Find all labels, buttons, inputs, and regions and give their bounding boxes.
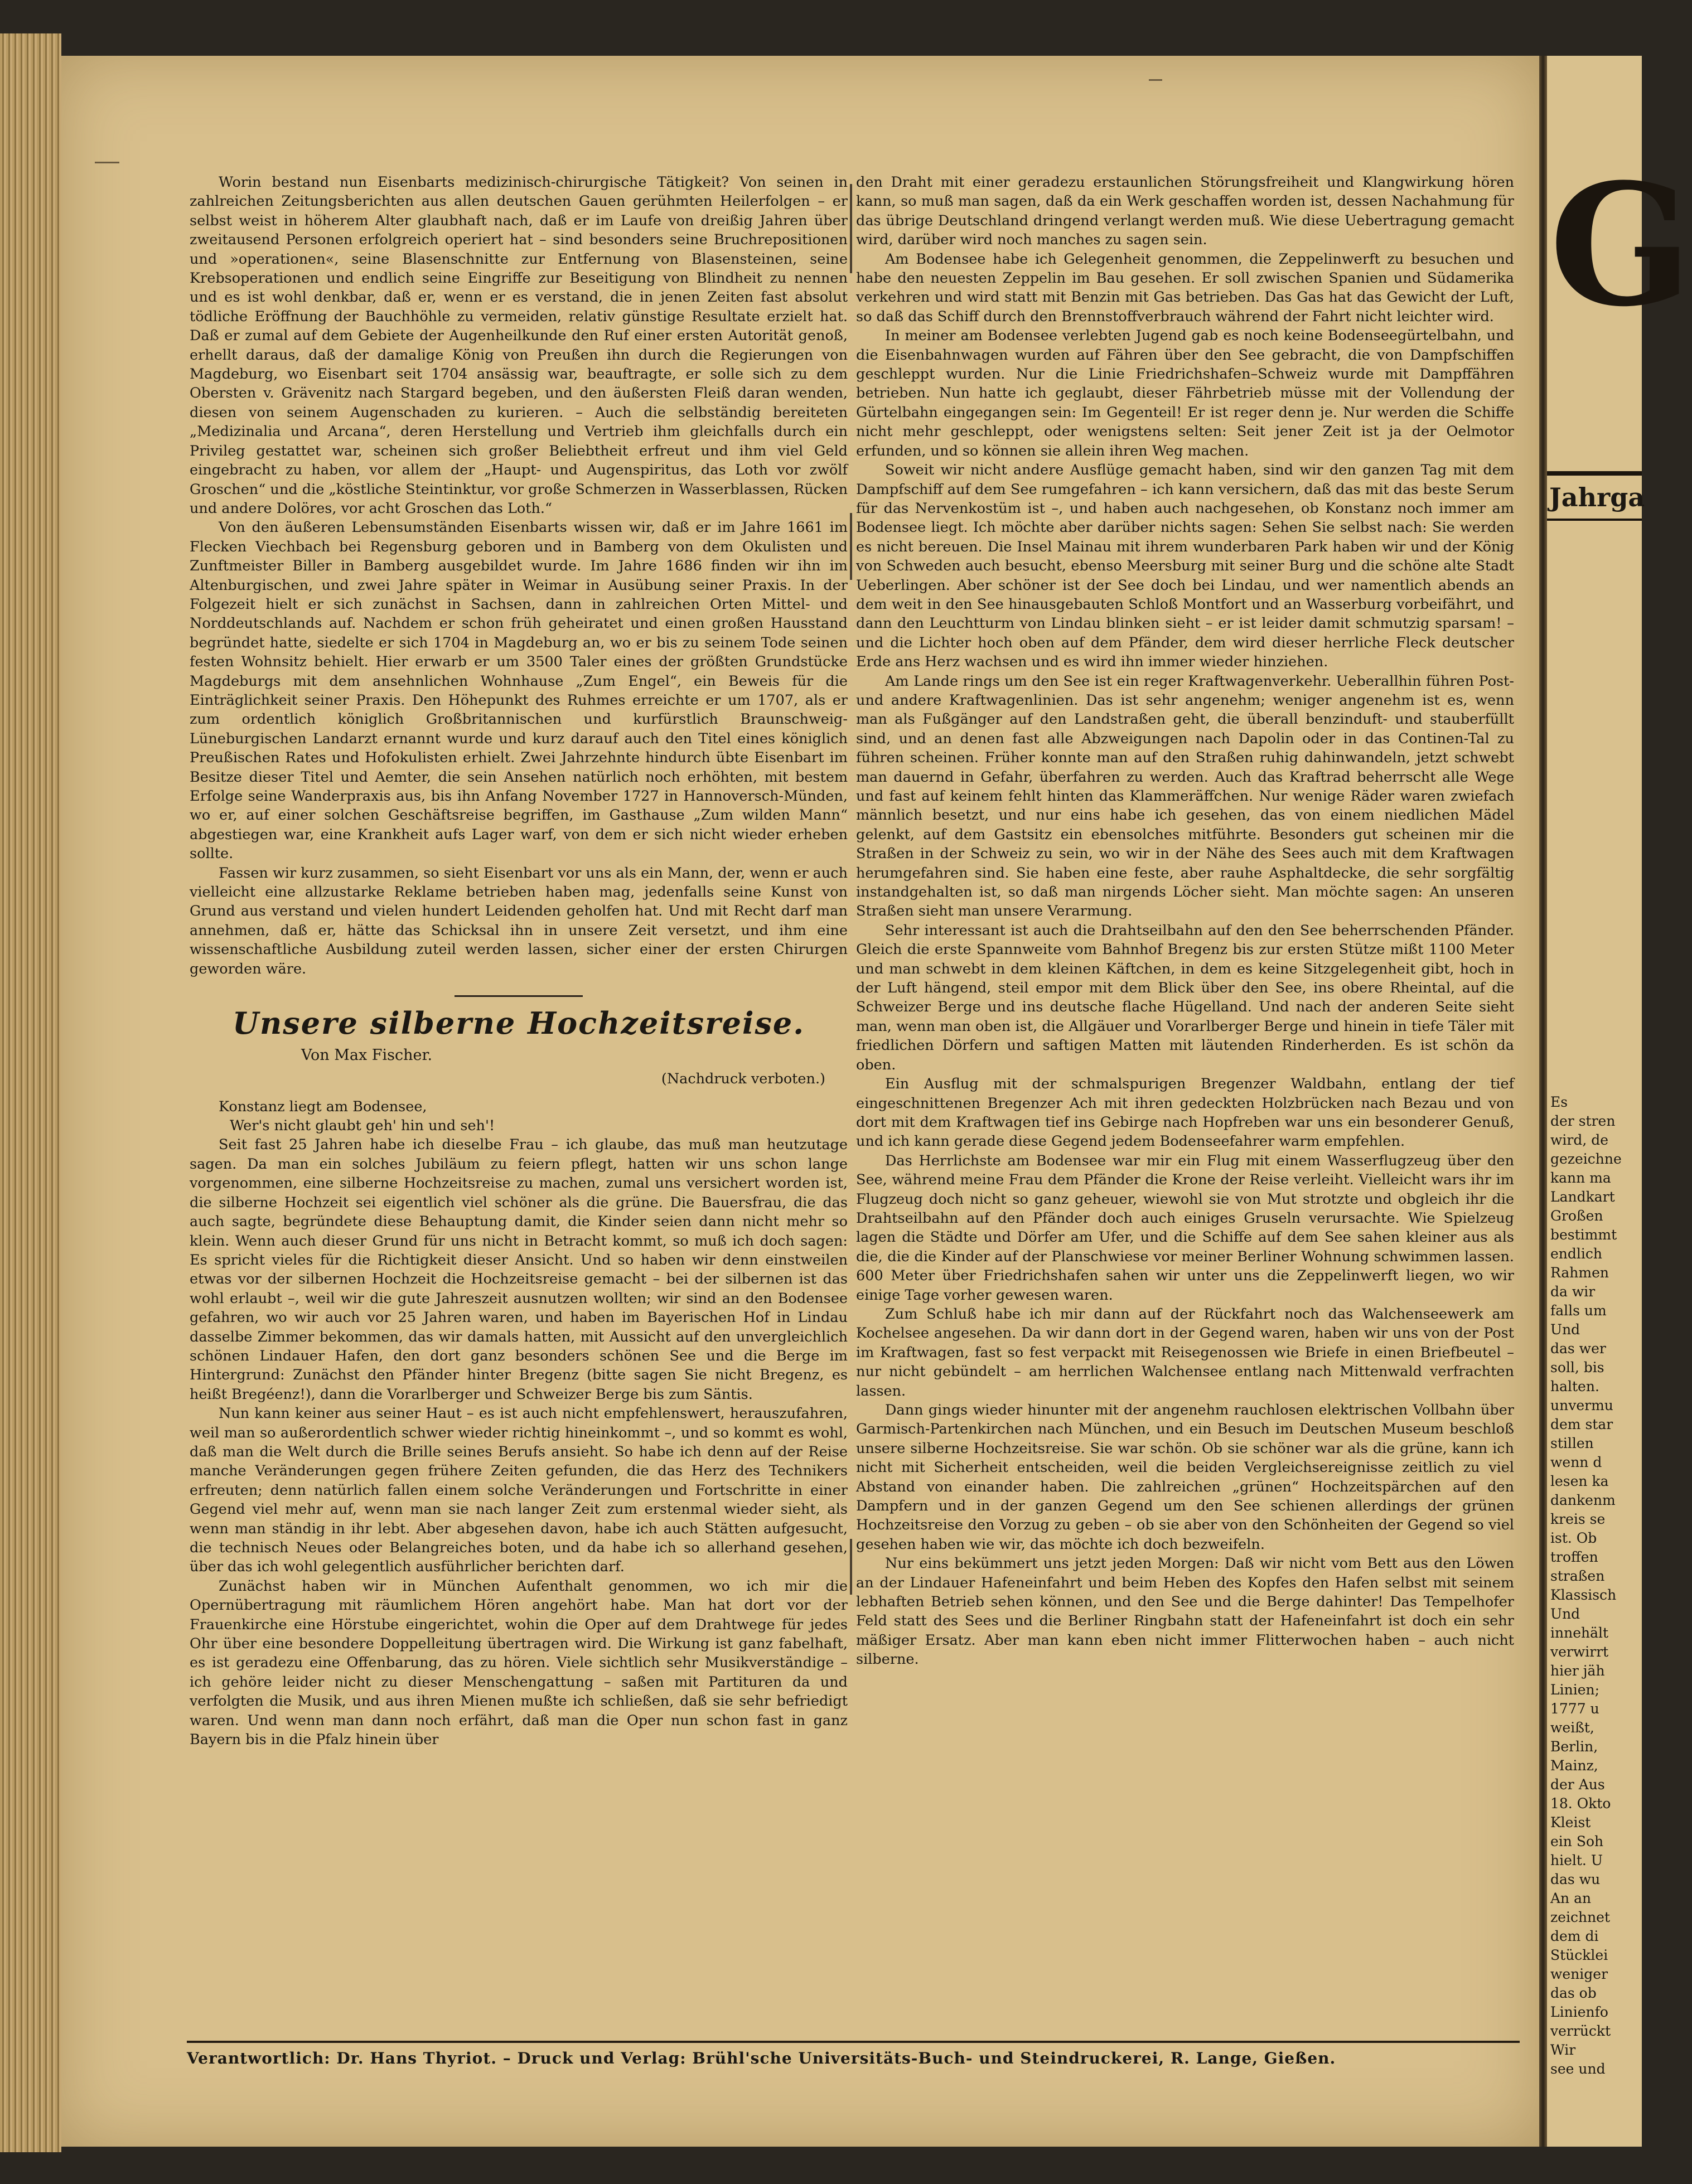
line-fragment: weniger [1550,1966,1608,1982]
article2-paragraph: Seit fast 25 Jahren habe ich dieselbe Frau – ich glaube, das muß man heutzutage sagen. Da man ein solches Jubiläum zu feiern pflegt, hatten wir uns schon lange vorgenommen, eine silberne Hochzeitsreise zu machen, zumal uns versichert worden ist, die silberne Hochzeit sei eigentlich viel schöner als die grüne. Die Bauersfrau, die das auch sagte, begründete diese Behauptung damit, die Kinder seien dann nicht mehr so klein. Wenn auch dieser Grund für uns nicht in Betracht kommt, so muß ich doch sagen: Es spricht vieles für die Richtigkeit dieser Ansicht. Und so haben wir denn einstweilen etwas vor der silbernen Hochzeit die Hochzeitsreise gemacht – bei der silbernen ist das wohl erlaubt –, weil wir die gute Jahreszeit ausnutzen wollten; wir sind an den Bodensee gefahren, wo wir auch vor 25 Jahren waren, und haben im Bayerischen Hof in Lindau dasselbe Zimmer bekommen, das wir damals hatten, mit Aussicht auf den unvergleichlich schönen Lindauer Hafen, den dort ganz besonders schönen See und die Berge im Hintergrund: Zunächst den Pfänder hinter Bregenz (bitte sagen Sie nicht Bregenz, es heißt Bregéenz!), dann die Vorarlberger und Schweizer Berge bis zum Säntis. [190,1136,848,1403]
article2-paragraph: Dann gings wieder hinunter mit der angenehm rauchlosen elektrischen Vollbahn über Garmisch-Partenkirchen nach München, und ein Besuch im Deutschen Museum beschloß unsere silberne Hochzeitsreise. Sie war schön. Ob sie schöner war als die grüne, kann ich nicht mit Sicherheit entscheiden, weil die beiden Vergleichsereignisse zeitlich zu viel Abstand von einander haben. Die zahlreichen „grünen“ Hochzeitspärchen auf den Dampfern und in der ganzen Gegend um den See schienen allerdings der grünen Hochzeitsreise den Vorzug zu geben – ob sie aber von den Schönheiten der Gegend so viel gesehen haben wie wir, das möchte ich doch bezweifeln. [856,1402,1514,1553]
line-fragment: soll, bis [1550,1359,1604,1376]
line-fragment: 1777 u [1550,1701,1599,1717]
line-fragment: An an [1550,1890,1592,1906]
masthead-letter: G [1549,147,1692,343]
article2-paragraph: Zum Schluß habe ich mir dann auf der Rückfahrt noch das Walchenseewerk am Kochelsee angesehen. Da wir dann dort in der Gegend waren, haben wir uns von der Post im Kraftwagen, fast so fest verpackt mit Reisegenossen wie Briefe in einen Briefbeutel – nur nicht gebündelt – am herrlichen Walchensee entlang nach Mittenwald verfrachten lassen. [856,1305,1514,1399]
line-fragment: Rahmen [1550,1265,1609,1281]
line-fragment: falls um [1550,1302,1607,1319]
line-fragment: halten. [1550,1378,1599,1394]
line-fragment: dem star [1550,1416,1613,1432]
line-fragment: das wu [1550,1871,1601,1887]
line-fragment: das wer [1550,1340,1606,1357]
line-fragment: Berlin, [1550,1739,1598,1755]
book-gutter [1539,56,1547,2147]
line-fragment: da wir [1550,1284,1596,1300]
line-fragment: ist. Ob [1550,1530,1597,1546]
book-page-edges [0,33,61,2152]
line-fragment: Linien; [1550,1682,1600,1698]
line-fragment: Klassisch [1550,1587,1617,1603]
line-fragment: 18. Okto [1550,1795,1611,1812]
article-byline: Von Max Fischer. [301,1047,433,1064]
adjacent-page-fragment [1547,56,1692,2147]
line-fragment: Es [1550,1094,1568,1110]
line-fragment: Linienfo [1550,2004,1608,2020]
article2-paragraph: Am Lande rings um den See ist ein reger Kraftwagenverkehr. Ueberallhin führen Post- und andere Kraftwagenlinien. Das ist sehr angenehm; weniger angenehm ist es, wenn man als Fußgänger auf den Landstraßen geht, die überall benzinduft- und stauberfüllt sind, und an denen fast alle Abzweigungen nach Dapolin oder in das Continen-Tal zu führen scheinen. Früher konnte man auf den Straßen ruhig dahinwandeln, jetzt schwebt man dauernd in Gefahr, überfahren zu werden. Auch das Kraftrad beherrscht alle Wege und fast auf keinem fehlt hinten das Klammeräffchen. Nur wenige Räder waren zwiefach männlich besetzt, und nur eins habe ich gesehen, das von einem niedlichen Mädel gelenkt, auf dem Gastsitz ein ebensolches mitführte. Besonders gut scheinen mir die Straßen in der Schweiz zu sein, wo wir in der Nähe des Sees auch mit dem Kraftwagen herumgefahren sind. Sie haben eine feste, aber rauhe Asphaltdecke, die sehr sorgfältig instandgehalten ist, so daß man nirgends Löcher sieht. Man möchte sagen: An unseren Straßen sieht man unsere Verarmung. [856,672,1514,920]
line-fragment: kreis se [1550,1511,1606,1527]
line-fragment: das ob [1550,1985,1597,2001]
line-fragment: der Aus [1550,1776,1605,1793]
column-divider [850,513,852,580]
verse-line: Wer's nicht glaubt geh' hin und seh'! [230,1117,495,1135]
reprint-note: (Nachdruck verboten.) [661,1071,825,1088]
line-fragment: Wir [1550,2042,1576,2058]
line-fragment: verwirrt [1550,1644,1609,1660]
line-fragment: lesen ka [1550,1473,1609,1489]
masthead-rule [1547,519,1642,521]
line-fragment: stillen [1550,1435,1594,1451]
line-fragment: ein Soh [1550,1833,1604,1849]
article2-paragraph: Ein Ausflug mit der schmalspurigen Bregenzer Waldbahn, entlang der tief eingeschnittenen Bregenzer Ach mit ihren gedeckten Holzbrücken nach Bezau und von dort mit dem Kraftwagen tief ins Gebirge nach Hopfreben war uns ein besonderer Genuß, und ich kann gerade diese Gegend jedem Bodenseefahrer warm empfehlen. [856,1076,1514,1150]
left-column [190,173,848,1749]
line-fragment: unvermu [1550,1397,1613,1413]
article2-paragraph: Am Bodensee habe ich Gelegenheit genommen, die Zeppelinwerft zu besuchen und habe den neuesten Zeppelin im Bau gesehen. Er soll zwischen Spanien und Südamerika verkehren und wird statt mit Benzin mit Gas betrieben. Das Gas hat das Gewicht der Luft, so daß das Schiff durch den Brennstoffverbrauch während der Fahrt nicht leichter wird. [856,250,1514,325]
margin-mark [95,162,119,163]
article2-paragraph: den Draht mit einer geradezu erstaunlichen Störungsfreiheit und Klangwirkung hören kann, so muß man sagen, daß da ein Werk geschaffen worden ist, dessen Nachahmung für das übrige Deutschland dringend verlangt werden muß. Wie diese Uebertragung gemacht wird, darüber wird noch manches zu sagen sein. [856,174,1514,249]
column-divider [850,184,852,273]
article2-paragraph: Zunächst haben wir in München Aufenthalt genommen, wo ich mir die Opernübertragung mit räumlichem Hören angehört habe. Man hat dort vor der Frauenkirche eine Hörstube eingerichtet, wohin die Oper auf dem Drahtwege für jedes Ohr über eine besondere Doppelleitung übertragen wird. Die Wirkung ist ganz fabelhaft, es ist geradezu eine Offenbarung, das zu hören. Viele sichtlich sehr Musikverständige – ich gehöre leider nicht zu dieser Menschengattung – saßen mit Partituren da und verfolgten die Musik, und aus ihren Mienen mußte ich schließen, daß sie sehr befriedigt waren. Und wenn man dann noch erfährt, daß man die Oper nun schon fast in ganz Bayern bis in die Pfalz hinein über [190,1577,848,1749]
line-fragment: Stücklei [1550,1947,1608,1963]
footer-rule [187,2041,1520,2043]
column-divider [850,1539,852,1595]
line-fragment: innehält [1550,1625,1609,1641]
cut-off-column [1550,1093,1645,2079]
line-fragment: Kleist [1550,1814,1591,1831]
article1-paragraph: Fassen wir kurz zusammen, so sieht Eisenbart vor uns als ein Mann, der, wenn er auch vielleicht eine allzustarke Reklame betrieben haben mag, jedenfalls seine Kunst von Grund aus verstand und vielen hundert Leidenden geholfen hat. Und mit Recht darf man annehmen, daß er, hätte das Schicksal ihn in unsere Zeit versetzt, und ihm eine wissenschaftliche Ausbildung zuteil werden lassen, sicher einer der ersten Chirurgen geworden wäre. [190,864,848,977]
line-fragment: weißt, [1550,1720,1594,1736]
line-fragment: wird, de [1550,1132,1609,1148]
article2-paragraph: Soweit wir nicht andere Ausflüge gemacht haben, sind wir den ganzen Tag mit dem Dampfschiff auf dem See rumgefahren – ich kann versichern, daß das mit das beste Serum für das Nervenkostüm ist –, und haben auch nachgesehen, ob Konstanz noch immer am Bodensee liegt. Ich möchte aber darüber nichts sagen: Sehen Sie selbst nach: Sie werden es nicht bereuen. Die Insel Mainau mit ihrem wunderbaren Park haben wir und der König von Schweden auch besucht, ebenso Meersburg mit seiner Burg und die schöne alte Stadt Ueberlingen. Aber schöner ist der See doch bei Lindau, und wer namentlich abends an dem weit in den See hinausgebauten Schloß Montfort und an Wasserburg vorbeifährt, und dann den Leuchtturm von Lindau blinken sieht – er ist leider damit schmutzig sparsam! – und die Lichter hoch oben auf dem Pfänder, dem wird dieser herrliche Fleck deutscher Erde ans Herz wachsen und es wird ihn immer wieder hinziehen. [856,462,1514,671]
right-column [856,173,1514,1669]
line-fragment: hielt. U [1550,1852,1603,1868]
line-fragment: dem di [1550,1928,1599,1944]
line-fragment: Landkart [1550,1189,1615,1205]
line-fragment: hier jäh [1550,1663,1605,1679]
line-fragment: bestimmt [1550,1227,1617,1243]
verse-line: Konstanz liegt am Bodensee, [219,1098,427,1116]
epigraph-verse [190,1097,848,1135]
margin-mark [1149,79,1162,81]
article2-paragraph: Nur eins bekümmert uns jetzt jeden Morgen: Daß wir nicht vom Bett aus den Löwen an der Lindauer Hafeneinfahrt und beim Heben des Kopfes den Hafen selbst mit seinem lebhaften Betrieb sehen können, und den See und die Berge dahinter! Das Tempelhofer Feld statt des Sees und die Berliner Ringbahn statt der Hafeneinfahrt ist doch ein sehr mäßiger Ersatz. Aber man kann eben nicht immer Flitterwochen haben – auch nicht silberne. [856,1555,1514,1668]
article-separator-rule [455,995,583,997]
article2-paragraph: Nun kann keiner aus seiner Haut – es ist auch nicht empfehlenswert, herauszufahren, weil man so außerordentlich schwer wieder richtig hineinkommt –, und so kommt es wohl, daß man die Welt durch die Brille seines Berufs ansieht. So habe ich denn auf der Reise manche Veränderungen gegen frühere Zeiten gefunden, die das Herz des Technikers erfreuten; denn natürlich fallen einem solche Veränderungen und Fortschritte in einer Gegend viel mehr auf, wenn man sie nach langer Zeit zum erstenmal wieder sieht, als wenn man ständig in ihr lebt. Aber abgesehen davon, habe ich auch Stätten aufgesucht, die technisch Neues oder Belangreiches boten, und da habe ich so allerhand gesehen, über das ich wohl gelegentlich ausführlicher berichten darf. [190,1405,848,1576]
masthead-rule [1547,471,1642,476]
issue-heading-fragment: Jahrga [1549,482,1645,512]
imprint-footer: Verantwortlich: Dr. Hans Thyriot. – Druck und Verlag: Brühl'sche Universitäts-Buch- und Steindruckerei, R. Lange, Gießen. [187,2049,1336,2067]
article2-paragraph: Das Herrlichste am Bodensee war mir ein Flug mit einem Wasserflugzeug über den See, während meine Frau dem Pfänder die Krone der Reise verleiht. Vielleicht wars ihr im Flugzeug doch nicht so ganz geheuer, wiewohl sie von Mut strotzte und obgleich ihr die Drahtseilbahn auf den Pfänder doch auch einiges Gruseln verursachte. Wie Spielzeug lagen die Städte und Dörfer am Ufer, und die Schiffe auf dem See sahen kleiner aus als die, die die Kinder auf der Planschwiese vor meiner Berliner Wohnung schwimmen lassen. 600 Meter über Friedrichshafen sahen wir unter uns die Zeppelinwerft liegen, wo wir einige Tage vorher gewesen waren. [856,1152,1514,1304]
line-fragment: see und [1550,2061,1606,2077]
line-fragment: Großen [1550,1208,1603,1224]
line-fragment: straßen [1550,1568,1605,1584]
line-fragment: verrückt [1550,2023,1611,2039]
line-fragment: endlich [1550,1246,1602,1262]
line-fragment: Und [1550,1321,1580,1338]
article2-paragraph: In meiner am Bodensee verlebten Jugend gab es noch keine Bodenseegürtelbahn, und die Eisenbahnwagen wurden auf Fähren über den See gebracht, die von Dampfschiffen geschleppt wurden. Nur die Linie Friedrichshafen–Schweiz wurde mit Dampffähren betrieben. Nun hatte ich geglaubt, dieser Fährbetrieb müsse mit der Vollendung der Gürtelbahn eingegangen sein: Im Gegenteil! Er ist reger denn je. Nur werden die Schiffe nicht mehr geschleppt, oder wenigstens selten: Seit jener Zeit ist ja der Oelmotor erfunden, und so können sie allein ihren Weg machen. [856,327,1514,459]
article-title: Unsere silberne Hochzeitsreise. [232,1005,805,1042]
line-fragment: Mainz, [1550,1757,1598,1774]
line-fragment: gezeichne [1550,1151,1622,1167]
article1-paragraph: Von den äußeren Lebensumständen Eisenbarts wissen wir, daß er im Jahre 1661 im Flecken Viechbach bei Regensburg geboren und in Bamberg von dem Okulisten und Zunftmeister Biller in Bamberg ausgebildet wurde. Im Jahre 1686 finden wir ihn im Altenburgischen, und zwei Jahre später in Weimar in Ausübung seiner Praxis. In der Folgezeit hielt er sich zunächst in Sachsen, dann in zahlreichen Orten Mittel- und Norddeutschlands auf. Nachdem er schon früh geheiratet und einen großen Hausstand begründet hatte, siedelte er sich 1704 in Magdeburg an, wo er bis zu seinem Tode seinen festen Wohnsitz behielt. Hier erwarb er um 3500 Taler eines der größten Grundstücke Magdeburgs mit dem ansehnlichen Wohnhause „Zum Engel“, ein Beweis für die Einträglichkeit seiner Praxis. Den Höhepunkt des Ruhmes erreichte er um 1707, als er zum ordentlich königlich Großbritannischen und kurfürstlich Braunschweig-Lüneburgischen Landarzt ernannt wurde und kurz darauf auch den Titel eines königlich Preußischen Rates und Hofokulisten erhielt. Zwei Jahrzehnte hindurch übte Eisenbart im Besitze dieser Titel und Aemter, die sein Ansehen natürlich noch erhöhten, mit bestem Erfolge seine Wanderpraxis aus, bis ihn Anfang November 1727 in Hannoversch-Münden, wo er, auf einer solchen Geschäftsreise begriffen, im Gasthause „Zum wilden Mann“ abgestiegen war, eine Krankheit aufs Lager warf, von dem er sich nicht wieder erheben sollte. [190,519,848,863]
line-fragment: troffen [1550,1549,1598,1565]
article1-paragraph: Worin bestand nun Eisenbarts medizinisch-chirurgische Tätigkeit? Von seinen in zahlreichen Zeitungsberichten aus allen deutschen Gauen gerühmten Heilerfolgen – er selbst weist in höherem Alter glaubhaft nach, daß er im Laufe von dreißig Jahren über zweitausend Personen erfolgreich operiert hat – sind besonders seine Bruchrepositionen und »operationen«, seine Blasenschnitte zur Entfernung von Blasensteinen, seine Krebsoperationen und endlich seine Eingriffe zur Beseitigung von Blindheit zu nennen und es ist wohl denkbar, daß er, wenn er es verstand, die in jenen Zeiten fast absolut tödliche Eröffnung der Bauchhöhle zu vermeiden, relativ günstige Resultate erzielt hat. Daß er zumal auf dem Gebiete der Augenheilkunde den Ruf einer ersten Autorität genoß, erhellt daraus, daß der damalige König von Preußen ihn durch die Regierungen von Magdeburg, wo Eisenbart seit 1704 ansässig war, beauftragte, er solle sich zu dem Obersten v. Grävenitz nach Stargard begeben, und den äußersten Fleiß daran wenden, diesen von seinem Augenschaden zu kurieren. – Auch die selbständig bereiteten „Medizinalia und Arcana“, deren Herstellung und Vertrieb ihm gleichfalls durch ein Privileg gestattet war, scheinen sich großer Beliebtheit erfreut und ihm viel Geld eingebracht zu haben, vor allem der „Haupt- und Augenspiritus, das Loth vor zwölf Groschen“ und die „köstliche Steintinktur, vor große Schmerzen in Wasserblassen, Rücken und andere Dolöres, vor acht Groschen das Loth.“ [190,174,848,517]
line-fragment: zeichnet [1550,1909,1611,1925]
article2-paragraph: Sehr interessant ist auch die Drahtseilbahn auf den den See beherrschenden Pfänder. Gleich die erste Spannweite vom Bahnhof Bregenz bis zur ersten Stütze mißt 1100 Meter und man schwebt in dem kleinen Käftchen, in dem es keine Sitzgelegenheit gibt, hoch in der Luft hängend, steil empor mit dem Blick über den See, ins obere Rheintal, auf die Schweizer Berge und ins deutsche flache Hügelland. Und nach der anderen Seite sieht man, wenn man oben ist, die Allgäuer und Vorarlberger Berge und hinein in tiefe Täler mit friedlichen Dörfern und saftigen Matten mit läutenden Rinderherden. Es ist schön da oben. [856,922,1514,1073]
line-fragment: dankenm [1550,1492,1616,1508]
line-fragment: Und [1550,1606,1580,1622]
line-fragment: wenn d [1550,1454,1602,1470]
line-fragment: der stren [1550,1113,1616,1129]
line-fragment: kann ma [1550,1170,1611,1186]
